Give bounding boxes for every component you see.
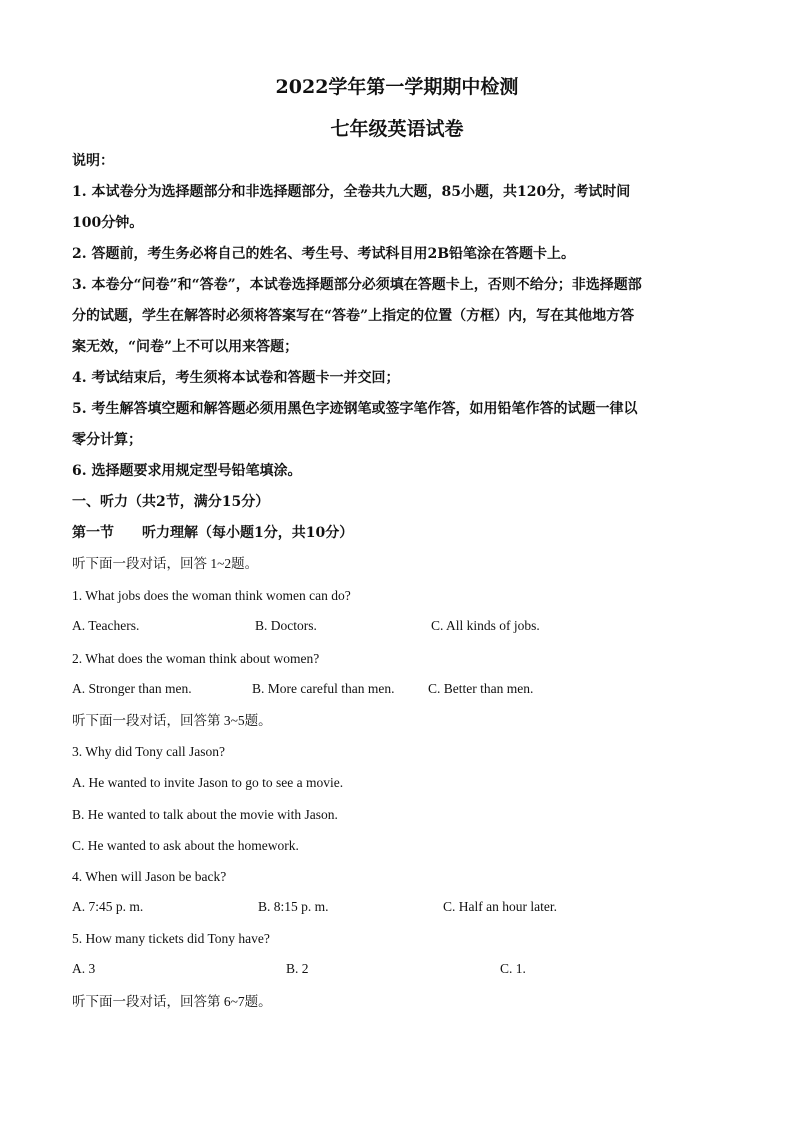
instruction-line: 4. 考试结束后，考生须将本试卷和答题卡一并交回； (72, 370, 400, 386)
option-a: A. 3 (72, 961, 96, 976)
part-title: 第一节 听力理解（每小题1分，共10分） (72, 525, 354, 541)
option-c: C. He wanted to ask about the homework. (72, 838, 299, 853)
option-b: B. He wanted to talk about the movie with Jason. (72, 807, 338, 822)
question-1: 1. What jobs does the woman think women can do? (72, 588, 351, 603)
question-4-options (72, 899, 722, 917)
option-b: B. Doctors. (255, 618, 317, 633)
instruction-line: 1. 本试卷分为选择题部分和非选择题部分，全卷共九大题，85小题，共120分，考试时间 (72, 184, 631, 200)
option-c: C. Better than men. (428, 681, 534, 696)
instruction-line: 2. 答题前，考生务必将自己的姓名、考生号、考试科目用2B铅笔涂在答题卡上。 (72, 246, 576, 262)
instruction-line: 5. 考生解答填空题和解答题必须用黑色字迹钢笔或签字笔作答，如用铅笔作答的试题一律以 (72, 401, 638, 417)
dialogue-instruction: 听下面一段对话，回答第 6~7题。 (72, 994, 272, 1009)
option-a: A. Stronger than men. (72, 681, 192, 696)
question-5: 5. How many tickets did Tony have? (72, 931, 270, 946)
exam-subtitle: 七年级英语试卷 (330, 118, 464, 140)
question-5-options (72, 961, 722, 979)
dialogue-instruction: 听下面一段对话，回答 1~2题。 (72, 556, 259, 571)
option-b: B. 2 (286, 961, 309, 976)
option-c: C. All kinds of jobs. (431, 618, 540, 633)
option-a: A. Teachers. (72, 618, 140, 633)
question-1-options (72, 618, 722, 636)
question-2: 2. What does the woman think about women? (72, 651, 320, 666)
option-a: A. 7:45 p. m. (72, 899, 144, 914)
instruction-line: 3. 本卷分“问卷”和“答卷”，本试卷选择题部分必须填在答题卡上，否则不给分；非选择题部 (72, 277, 642, 293)
option-c: C. 1. (500, 961, 526, 976)
option-a: A. He wanted to invite Jason to go to see a movie. (72, 775, 344, 790)
option-b: B. More careful than men. (252, 681, 395, 696)
instruction-line: 零分计算； (72, 432, 142, 448)
instructions-label: 说明： (72, 153, 114, 169)
instruction-line: 6. 选择题要求用规定型号铅笔填涂。 (72, 463, 302, 479)
question-2-options (72, 681, 722, 699)
question-3: 3. Why did Tony call Jason? (72, 744, 226, 759)
exam-title: 2022学年第一学期期中检测 (275, 76, 519, 98)
instruction-line: 案无效，“问卷”上不可以用来答题； (72, 339, 299, 355)
dialogue-instruction: 听下面一段对话，回答第 3~5题。 (72, 713, 272, 728)
question-4: 4. When will Jason be back? (72, 869, 227, 884)
option-c: C. Half an hour later. (443, 899, 557, 914)
instruction-line: 分的试题，学生在解答时必须将答案写在“答卷”上指定的位置（方框）内，写在其他地方答 (72, 308, 635, 324)
instruction-line: 100分钟。 (72, 215, 144, 231)
section-title: 一、听力（共2节，满分15分） (72, 494, 270, 510)
option-b: B. 8:15 p. m. (258, 899, 329, 914)
